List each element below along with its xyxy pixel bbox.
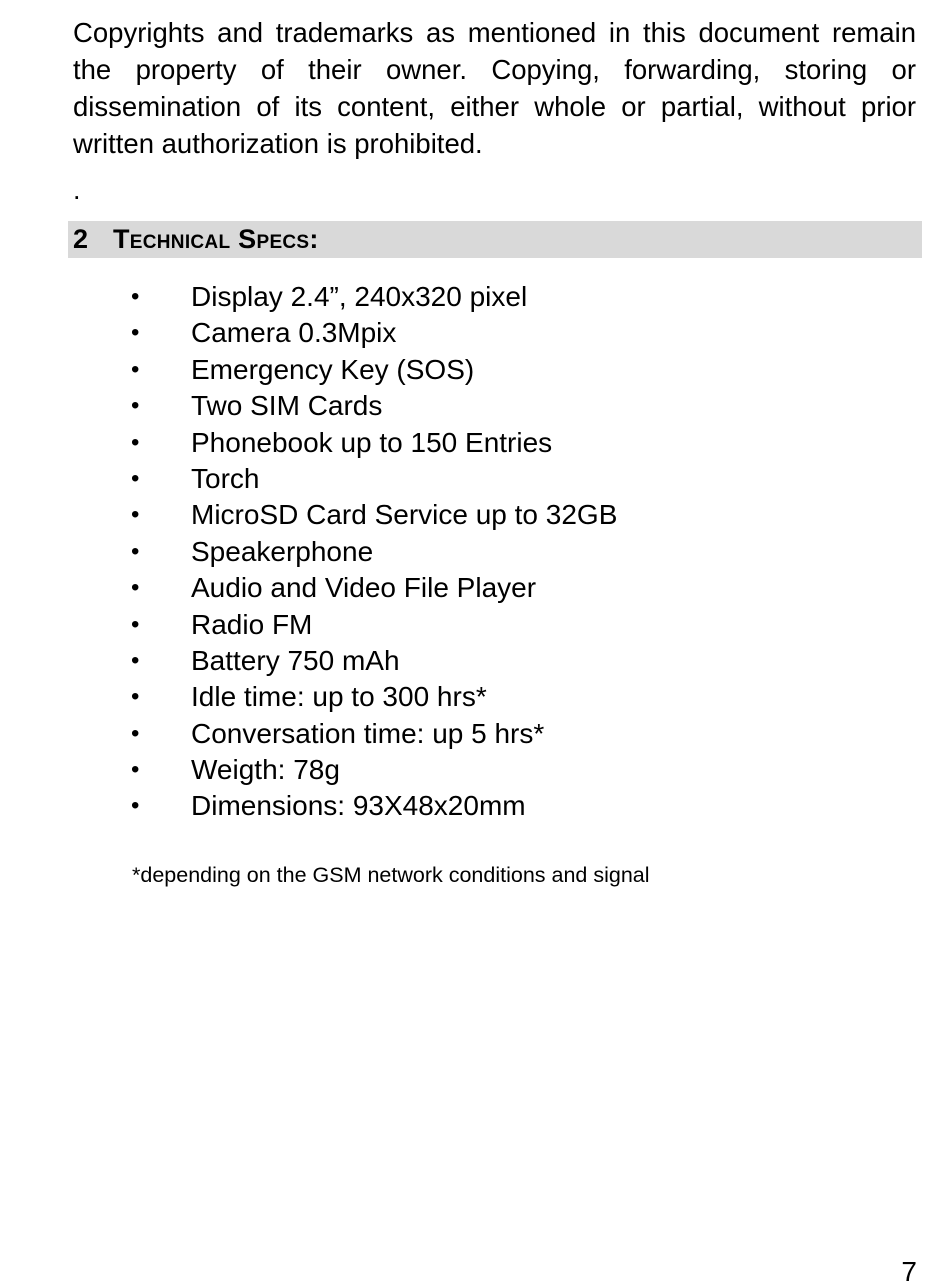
bullet-icon: • <box>131 355 140 383</box>
spec-text: Torch <box>191 462 260 494</box>
spec-text: Dimensions: 93X48x20mm <box>191 790 526 822</box>
spec-text: Battery 750 mAh <box>191 644 400 676</box>
spec-text: Weigth: 78g <box>191 754 340 786</box>
list-item <box>0 534 950 570</box>
copyright-paragraph: Copyrights and trademarks as mentioned in this document remain the property of their owner. Copying, forwarding, storing or dissemination of its content, either whole or partial, without prior written authorization is prohibited. <box>73 17 916 159</box>
list-item <box>0 461 950 497</box>
spec-text: Conversation time: up 5 hrs* <box>191 717 545 749</box>
bullet-icon: • <box>131 464 140 492</box>
list-item <box>0 643 950 679</box>
spec-text: Emergency Key (SOS) <box>191 353 475 385</box>
bullet-icon: • <box>131 719 140 747</box>
list-item <box>0 607 950 643</box>
bullet-icon: • <box>131 319 140 347</box>
bullet-icon: • <box>131 683 140 711</box>
spec-text: Display 2.4”, 240x320 pixel <box>191 281 528 312</box>
bullet-icon: • <box>131 392 140 420</box>
spec-list <box>0 279 950 825</box>
list-item <box>0 679 950 715</box>
list-item <box>0 315 950 351</box>
list-item <box>0 279 950 315</box>
bullet-icon: • <box>131 646 140 674</box>
list-item <box>0 788 950 824</box>
list-item <box>0 752 950 788</box>
list-item <box>0 352 950 388</box>
list-item <box>0 388 950 424</box>
bullet-icon: • <box>131 610 140 638</box>
bullet-icon: • <box>131 428 140 456</box>
section-number: 2 <box>73 224 89 254</box>
bullet-icon: • <box>131 283 140 310</box>
bullet-icon: • <box>131 537 140 565</box>
spec-text: Idle time: up to 300 hrs* <box>191 681 487 713</box>
section-heading <box>68 221 922 258</box>
list-item <box>0 716 950 752</box>
bullet-icon: • <box>131 574 140 602</box>
spec-text: Audio and Video File Player <box>191 572 537 604</box>
spec-text: Phonebook up to 150 Entries <box>191 426 553 458</box>
bullet-icon: • <box>131 501 140 529</box>
spec-text: Speakerphone <box>191 535 374 567</box>
list-item <box>0 497 950 533</box>
bullet-icon: • <box>131 792 140 820</box>
spec-text: Radio FM <box>191 608 313 640</box>
page-number: 7 <box>901 1256 917 1287</box>
section-title: Technical Specs: <box>113 224 319 254</box>
spec-text: MicroSD Card Service up to 32GB <box>191 499 618 531</box>
separator-dot: . <box>73 175 81 205</box>
spec-text: Camera 0.3Mpix <box>191 317 397 349</box>
spec-text: Two SIM Cards <box>191 390 383 422</box>
bullet-icon: • <box>131 756 140 784</box>
list-item <box>0 425 950 461</box>
list-item <box>0 570 950 606</box>
footnote: *depending on the GSM network conditions and signal <box>132 863 650 887</box>
